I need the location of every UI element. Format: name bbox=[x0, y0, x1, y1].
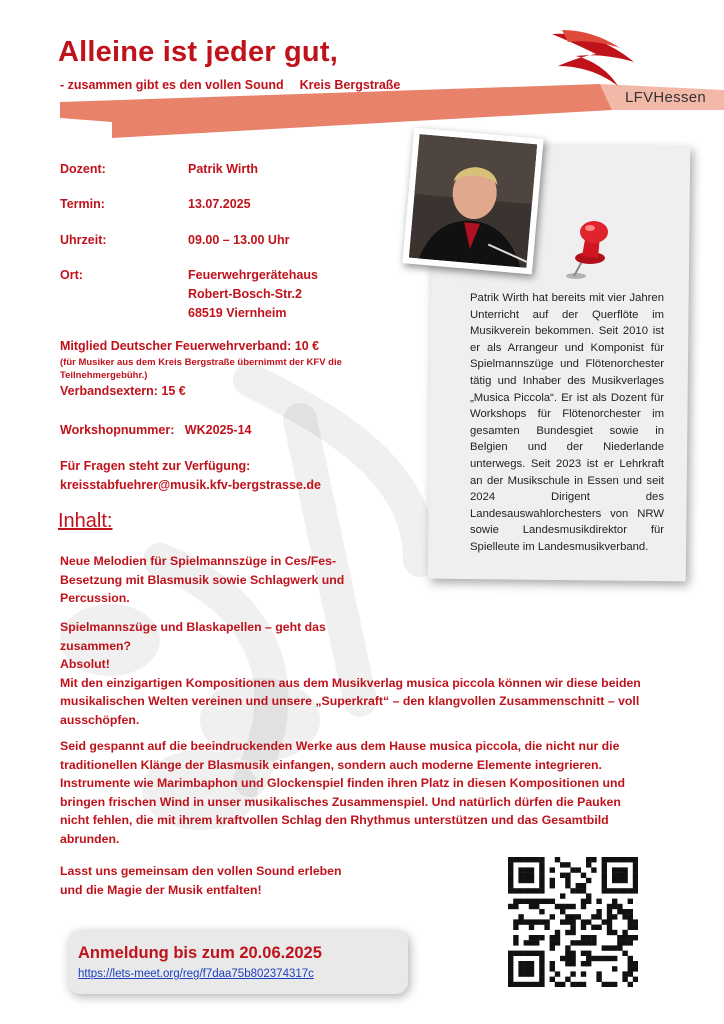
p1-line-2: Besetzung mit Blasmusik sowie Schlagwerk und bbox=[60, 572, 345, 587]
workshop-value: WK2025-14 bbox=[184, 423, 252, 437]
workshop-row bbox=[60, 421, 252, 440]
p2-line-6: ausschöpfen. bbox=[60, 712, 140, 727]
p2-line-1: Spielmannszüge und Blaskapellen – geht das bbox=[60, 620, 326, 634]
region-text: Kreis Bergstraße bbox=[299, 78, 401, 92]
termin-value: 13.07.2025 bbox=[188, 197, 251, 211]
paragraph-1 bbox=[60, 552, 344, 608]
p2-line-2: zusammen? bbox=[60, 638, 132, 653]
ort-row bbox=[60, 266, 318, 323]
uhrzeit-label: Uhrzeit: bbox=[60, 233, 107, 247]
termin-row bbox=[60, 195, 251, 214]
fee-note-line-2: Teilnehmergebühr.) bbox=[60, 370, 148, 381]
speaker-bio: Patrik Wirth hat bereits mit vier Jahren Unterricht auf der Querflöte im Musikverein bekommen. Seit 2010 ist er als Arrangeur und Komponist für Spielmannszüge und Flötenorchester tätig und Inhaber des Musikverlages „Musica Piccola“. Er ist als Dozent für Workshops für Flötenorchester im gesamten Bundesgiet sowie in Belgien und der Niederlande unterwegs. Seit 2023 ist er Lehrkraft an der Musikschule in Essen und seit 2024 Dirigent des Landesauswahlorchesters von NRW sowie Landesmusikdirektor für Spielleute im Landesmusikverband. bbox=[470, 292, 664, 553]
registration-deadline: Anmeldung bis zum 20.06.2025 bbox=[78, 944, 322, 962]
dozent-row bbox=[60, 160, 258, 179]
ort-line-3: 68519 Viernheim bbox=[188, 306, 287, 320]
uhrzeit-value: 09.00 – 13.00 Uhr bbox=[188, 233, 290, 247]
p2-line-5: musikalischen Welten vereinen und unsere „Superkraft“ – den klangvollen Zusammenschnitt – voll bbox=[60, 694, 640, 708]
page-title: Alleine ist jeder gut, bbox=[58, 36, 338, 68]
fee-note-line-1: (für Musiker aus dem Kreis Bergstraße übernimmt der KFV die bbox=[60, 357, 342, 368]
push-pin-icon bbox=[560, 218, 616, 280]
paragraph-2 bbox=[60, 618, 641, 729]
p3-line-4: bringen frischen Wind in unser musikalisches Zusammenspiel. Und natürlich dürfen die Pauken bbox=[60, 794, 621, 809]
ort-line-1: Feuerwehrgerätehaus bbox=[188, 268, 318, 282]
paragraph-3 bbox=[60, 737, 625, 848]
paragraph-4 bbox=[60, 862, 342, 899]
subtitle-text: - zusammen gibt es den vollen Sound bbox=[60, 78, 284, 92]
ort-label: Ort: bbox=[60, 268, 83, 282]
contact-email[interactable]: kreisstabfuehrer@musik.kfv-bergstrasse.de bbox=[60, 478, 321, 492]
ort-address bbox=[188, 266, 318, 323]
p3-line-3: Instrumente wie Marimbaphon und Glockenspiel finden ihren Platz in diesen Kompositionen und bbox=[60, 776, 626, 790]
p4-line-2: und die Magie der Musik entfalten! bbox=[60, 882, 262, 897]
dozent-label: Dozent: bbox=[60, 162, 106, 176]
logo-text: LFVHessen bbox=[625, 89, 707, 106]
portrait-image bbox=[409, 134, 537, 268]
qr-code[interactable] bbox=[508, 857, 638, 987]
p3-line-5: nicht fehlen, die mit ihrem kraftvollen Schlag den Rhythmus unterstützen und das Gesamtbild bbox=[60, 813, 609, 827]
ort-line-2: Robert-Bosch-Str.2 bbox=[188, 287, 302, 301]
content-heading: Inhalt: bbox=[58, 510, 113, 532]
p4-line-1: Lasst uns gemeinsam den vollen Sound erleben bbox=[60, 864, 342, 878]
questions-block bbox=[60, 457, 321, 495]
fee-block bbox=[60, 337, 342, 401]
fee-member: Mitglied Deutscher Feuerwehrverband: 10 € bbox=[60, 339, 320, 353]
speaker-photo bbox=[402, 128, 543, 275]
p2-line-4: Mit den einzigartigen Kompositionen aus dem Musikverlag musica piccola können wir diese beiden bbox=[60, 675, 641, 690]
p3-line-2: traditionellen Klänge der Blasmusik einfangen, sondern auch moderne Elemente integrieren. bbox=[60, 757, 602, 772]
page-subtitle bbox=[60, 78, 400, 92]
p3-line-6: abrunden. bbox=[60, 831, 120, 846]
p3-line-1: Seid gespannt auf die beeindruckenden Werke aus dem Hause musica piccola, die nicht nur die bbox=[60, 739, 620, 753]
fee-external: Verbandsextern: 15 € bbox=[60, 384, 186, 398]
termin-label: Termin: bbox=[60, 197, 105, 211]
dozent-value: Patrik Wirth bbox=[188, 162, 259, 176]
lfv-logo-icon bbox=[548, 26, 638, 92]
registration-link[interactable]: https://lets-meet.org/reg/f7daa75b802374317c bbox=[78, 968, 314, 980]
p2-line-3: Absolut! bbox=[60, 657, 110, 671]
questions-label: Für Fragen steht zur Verfügung: bbox=[60, 459, 251, 473]
uhrzeit-row bbox=[60, 231, 289, 250]
p1-line-3: Percussion. bbox=[60, 591, 130, 605]
workshop-label: Workshopnummer: bbox=[60, 423, 175, 437]
p1-line-1: Neue Melodien für Spielmannszüge in Ces/Fes- bbox=[60, 554, 337, 568]
